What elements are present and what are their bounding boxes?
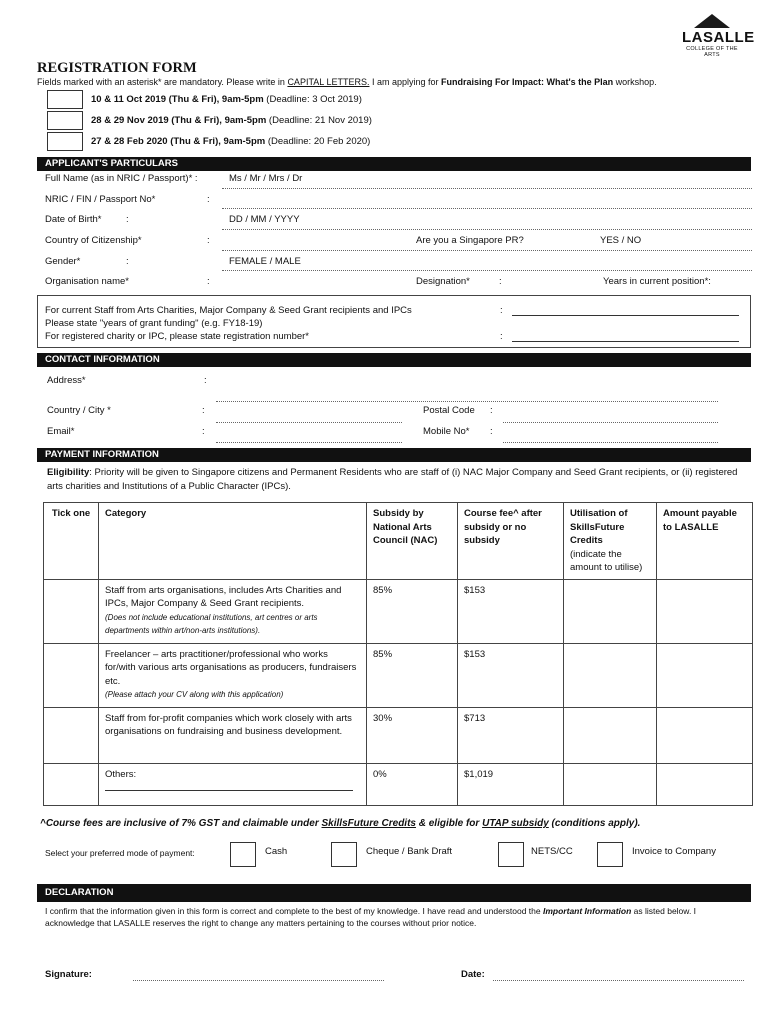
postal-code-colon: : <box>490 405 493 416</box>
country-city-colon: : <box>202 405 205 416</box>
intro-text-1: Fields marked with an asterisk* are mandatory. Please write in <box>37 77 288 87</box>
utilisation-cell[interactable] <box>564 579 657 643</box>
email-label: Email* <box>47 426 75 437</box>
tick-cell[interactable] <box>44 579 99 643</box>
payment-table <box>43 502 753 806</box>
cheque-checkbox[interactable] <box>331 842 357 867</box>
country-city-label: Country / City * <box>47 405 111 416</box>
utilisation-cell[interactable] <box>564 763 657 805</box>
payment-section-header: PAYMENT INFORMATION <box>37 448 751 462</box>
workshop-option <box>47 89 407 110</box>
address-field[interactable] <box>216 401 718 402</box>
logo-subtitle: COLLEGE OF THE ARTS <box>686 46 738 58</box>
workshop-option <box>47 131 407 152</box>
col-fee: Course fee^ after subsidy or no subsidy <box>458 503 564 580</box>
form-intro <box>37 77 657 87</box>
table-header-row <box>44 503 753 580</box>
nric-label: NRIC / FIN / Passport No* <box>45 194 156 205</box>
cash-checkbox[interactable] <box>230 842 256 867</box>
amount-cell[interactable] <box>657 579 753 643</box>
grant-colon-1: : <box>500 305 503 316</box>
tick-cell[interactable] <box>44 707 99 763</box>
address-colon: : <box>204 375 207 386</box>
category-cell: Staff from for-profit companies which work closely with arts organisations on fundraising and business development. <box>99 707 367 763</box>
invoice-checkbox[interactable] <box>597 842 623 867</box>
category-cell: Freelancer – arts practitioner/professional who works for/with various arts organisations as producers, fundraisers etc. (Please attach your CV along with this application) <box>99 643 367 707</box>
fee-cell: $153 <box>458 643 564 707</box>
pr-question: Are you a Singapore PR? <box>416 235 524 246</box>
gender-options: FEMALE / MALE <box>229 256 301 267</box>
fee-cell: $713 <box>458 707 564 763</box>
subsidy-cell: 85% <box>367 579 458 643</box>
email-field[interactable] <box>216 442 402 443</box>
cheque-label: Cheque / Bank Draft <box>366 846 453 857</box>
subsidy-cell: 85% <box>367 643 458 707</box>
subsidy-cell: 30% <box>367 707 458 763</box>
dob-format: DD / MM / YYYY <box>229 214 300 225</box>
intro-text-2: I am applying for <box>369 77 442 87</box>
col-tick: Tick one <box>44 503 99 580</box>
gender-colon: : <box>126 256 129 267</box>
utilisation-note: (indicate the amount to utilise) <box>570 548 643 573</box>
others-field[interactable] <box>105 790 353 791</box>
applicant-section-header: APPLICANT'S PARTICULARS <box>37 157 751 171</box>
category-cell: Staff from arts organisations, includes Arts Charities and IPCs, Major Company & Seed Grant recipients. (Does not include educational institutions, art centres or arts departments within art/non-arts institutions). <box>99 579 367 643</box>
fee-cell: $153 <box>458 579 564 643</box>
mobile-colon: : <box>490 426 493 437</box>
declaration-section-header: DECLARATION <box>37 884 751 902</box>
email-colon: : <box>202 426 205 437</box>
amount-cell[interactable] <box>657 763 753 805</box>
table-row <box>44 579 753 643</box>
utilisation-cell[interactable] <box>564 643 657 707</box>
workshop-checkbox[interactable] <box>47 132 83 151</box>
dob-field[interactable] <box>222 229 752 230</box>
salutation-options: Ms / Mr / Mrs / Dr <box>229 173 303 184</box>
grant-colon-2: : <box>500 331 503 342</box>
citizenship-field[interactable] <box>222 250 752 251</box>
grant-line-1: For current Staff from Arts Charities, Major Company & Seed Grant recipients and IPCs <box>45 305 412 316</box>
citizenship-colon: : <box>207 235 210 246</box>
mountain-logo-icon <box>694 14 730 28</box>
mobile-label: Mobile No* <box>423 426 470 437</box>
gender-label: Gender* <box>45 256 81 267</box>
tick-cell[interactable] <box>44 643 99 707</box>
nric-colon: : <box>207 194 210 205</box>
postal-code-label: Postal Code <box>423 405 475 416</box>
postal-code-field[interactable] <box>503 422 718 423</box>
citizenship-label: Country of Citizenship* <box>45 235 142 246</box>
workshop-label: 28 & 29 Nov 2019 (Thu & Fri), 9am-5pm (Deadline: 21 Nov 2019) <box>91 115 372 126</box>
eligibility-text: Eligibility: Priority will be given to Singapore citizens and Permanent Residents who are staff of (i) NAC Major Company and Seed Grant recipients, or (ii) registered arts charities and Institutions of a Public Character (IPCs). <box>47 467 738 492</box>
full-name-label: Full Name (as in NRIC / Passport)* : <box>45 173 198 184</box>
payment-mode-label: Select your preferred mode of payment: <box>45 848 195 858</box>
signature-field[interactable] <box>133 980 384 981</box>
designation-colon: : <box>499 276 502 287</box>
designation-label: Designation* <box>416 276 470 287</box>
subsidy-cell: 0% <box>367 763 458 805</box>
cash-label: Cash <box>265 846 288 857</box>
dob-colon: : <box>126 214 129 225</box>
col-category: Category <box>99 503 367 580</box>
workshop-label: 10 & 11 Oct 2019 (Thu & Fri), 9am-5pm (Deadline: 3 Oct 2019) <box>91 94 362 105</box>
workshop-label: 27 & 28 Feb 2020 (Thu & Fri), 9am-5pm (Deadline: 20 Feb 2020) <box>91 136 371 147</box>
table-row <box>44 763 753 805</box>
workshop-checkbox[interactable] <box>47 111 83 130</box>
declaration-text: I confirm that the information given in this form is correct and complete to the best of my knowledge. I have read and understood the Important Information as listed below. I acknowledge that LASALLE reserves the right to change any matters pertaining to the courses without prior notice. <box>45 906 697 928</box>
tick-cell[interactable] <box>44 763 99 805</box>
mobile-field[interactable] <box>503 442 718 443</box>
full-name-field[interactable] <box>222 188 752 189</box>
workshop-name: Fundraising For Impact: What's the Plan <box>441 77 614 87</box>
table-row <box>44 707 753 763</box>
gender-field[interactable] <box>222 270 752 271</box>
fee-cell: $1,019 <box>458 763 564 805</box>
nets-checkbox[interactable] <box>498 842 524 867</box>
workshop-options <box>47 89 407 152</box>
registration-number-field[interactable] <box>512 341 739 342</box>
form-title: REGISTRATION FORM <box>37 60 197 76</box>
logo-name: LASALLE <box>682 29 755 46</box>
organisation-label: Organisation name* <box>45 276 129 287</box>
col-utilisation: Utilisation of SkillsFuture Credits (indicate the amount to utilise) <box>564 503 657 580</box>
amount-cell[interactable] <box>657 643 753 707</box>
date-field[interactable] <box>493 980 744 981</box>
grant-line-2: Please state "years of grant funding" (e.g. FY18-19) <box>45 318 263 329</box>
workshop-checkbox[interactable] <box>47 90 83 109</box>
category-cell <box>99 763 367 805</box>
amount-cell[interactable] <box>657 707 753 763</box>
col-amount: Amount payable to LASALLE <box>657 503 753 580</box>
intro-caps: CAPITAL LETTERS. <box>287 77 370 87</box>
grant-line-3: For registered charity or IPC, please state registration number* <box>45 331 310 342</box>
col-subsidy: Subsidy by National Arts Council (NAC) <box>367 503 458 580</box>
others-label: Others: <box>105 768 137 780</box>
nets-label: NETS/CC <box>531 846 573 857</box>
organisation-colon: : <box>207 276 210 287</box>
workshop-option <box>47 110 407 131</box>
contact-section-header: CONTACT INFORMATION <box>37 353 751 367</box>
grant-years-field[interactable] <box>512 315 739 316</box>
utilisation-cell[interactable] <box>564 707 657 763</box>
address-label: Address* <box>47 375 86 386</box>
years-label: Years in current position*: <box>603 276 711 287</box>
nric-field[interactable] <box>222 208 752 209</box>
invoice-label: Invoice to Company <box>632 846 716 857</box>
signature-label: Signature: <box>45 969 92 980</box>
lasalle-logo <box>682 14 755 58</box>
country-city-field[interactable] <box>216 422 402 423</box>
fee-footnote: ^Course fees are inclusive of 7% GST and claimable under SkillsFuture Credits & eligible for UTAP subsidy (conditions apply). <box>40 818 641 829</box>
pr-options: YES / NO <box>600 235 642 246</box>
intro-text-3: workshop. <box>613 77 657 87</box>
date-label: Date: <box>461 969 485 980</box>
table-row <box>44 643 753 707</box>
dob-label: Date of Birth* <box>45 214 102 225</box>
